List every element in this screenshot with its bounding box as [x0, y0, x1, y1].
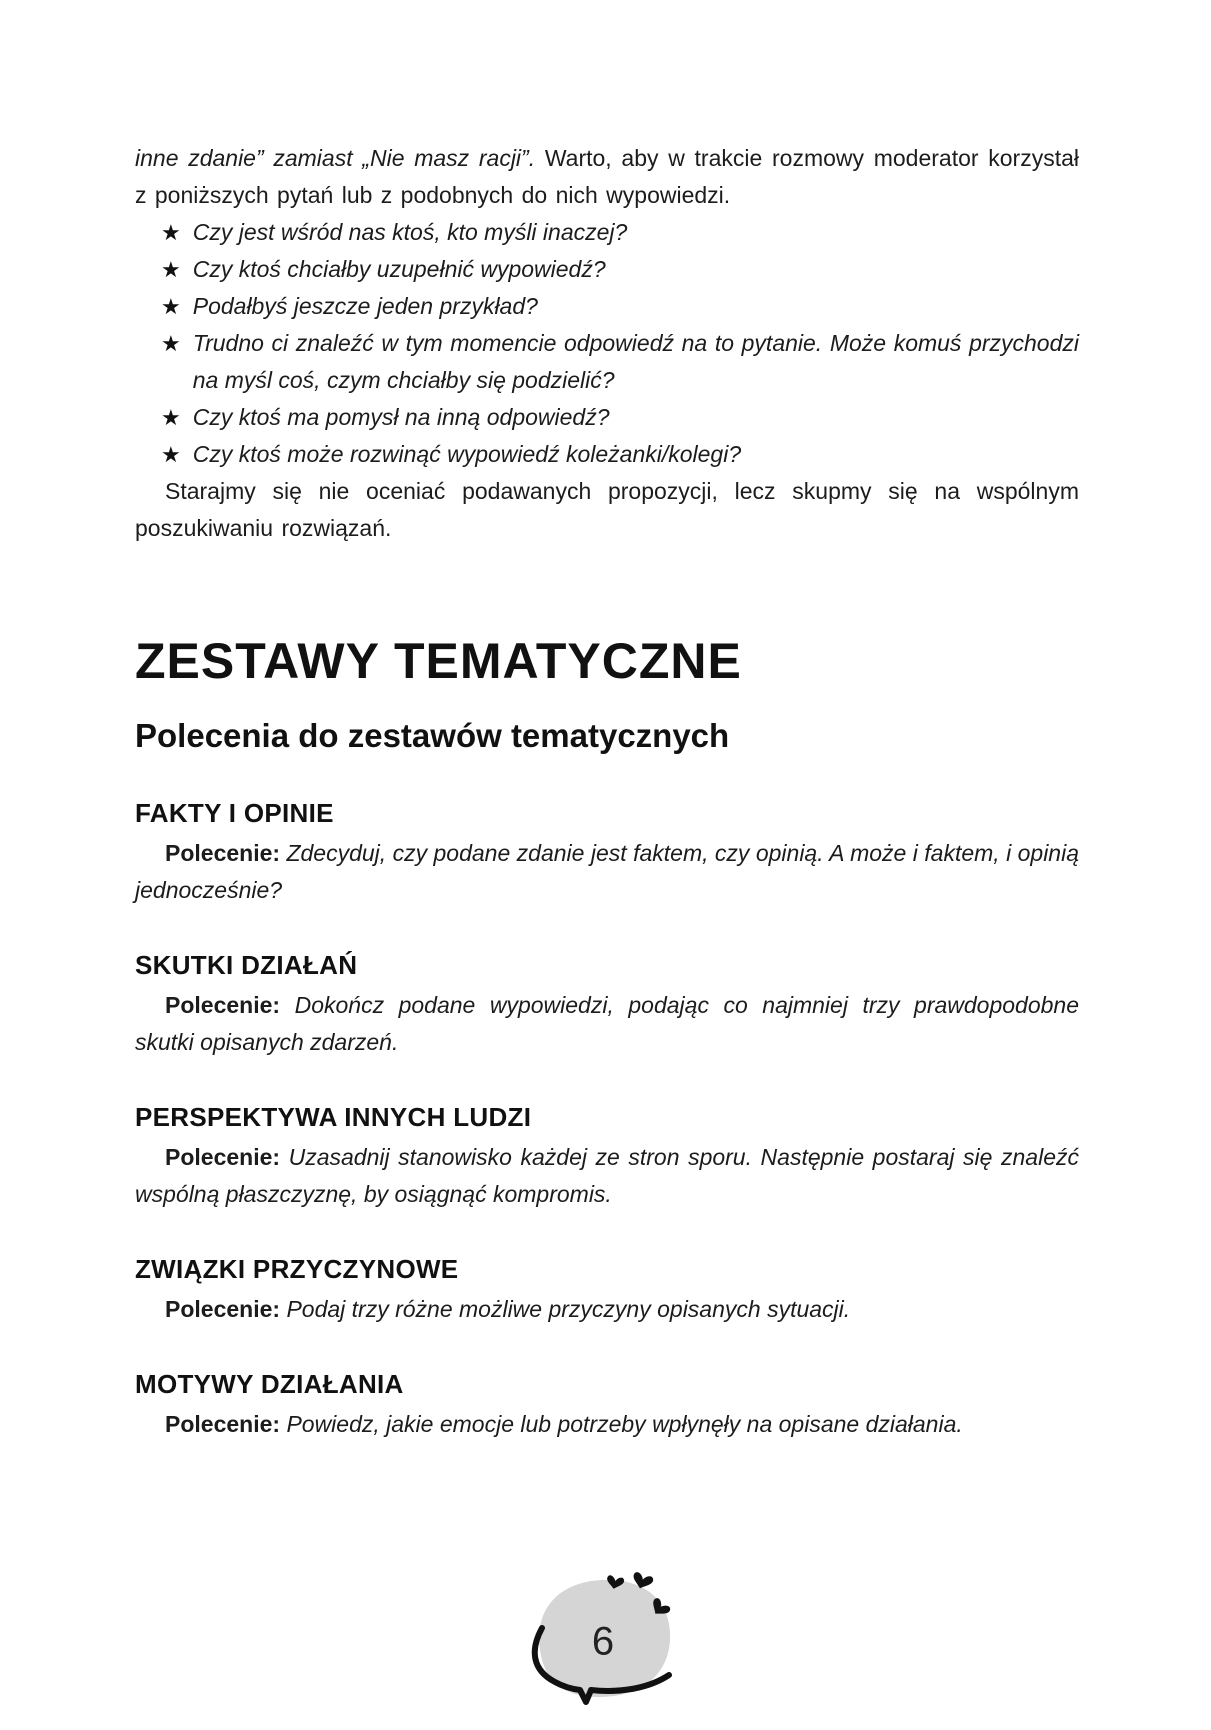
star-bullet-icon: ★: [161, 331, 181, 356]
star-bullet-icon: ★: [161, 294, 181, 319]
topic-section-skutki-dzialan: [135, 949, 1079, 1061]
topic-section-fakty-i-opinie: [135, 797, 1079, 909]
page-content: [135, 140, 1079, 1443]
page-subtitle: Polecenia do zestawów tematycznych: [135, 717, 730, 754]
section-title: ZWIĄZKI PRZYCZYNOWE: [135, 1254, 459, 1284]
intro-regular-text: Warto, aby w trakcie rozmowy moderator korzystał z poniższych pytań lub z podobnych do nich wypowiedzi.: [135, 145, 1080, 208]
page-footer: [470, 1490, 730, 1730]
list-item: [135, 325, 1079, 399]
section-instruction: [135, 987, 1079, 1061]
instruction-label: Polecenie:: [165, 1296, 281, 1322]
list-item: [135, 399, 1079, 436]
closing-paragraph: Starajmy się nie oceniać podawanych propozycji, lecz skupmy się na wspólnym poszukiwaniu rozwiązań.: [135, 478, 1079, 541]
section-instruction: [135, 1406, 1079, 1443]
list-item: [135, 214, 1079, 251]
question-text: Czy ktoś może rozwinąć wypowiedź koleżanki/kolegi?: [192, 441, 742, 467]
section-instruction: [135, 1139, 1079, 1213]
instruction-text: Powiedz, jakie emocje lub potrzeby wpłynęły na opisane działania.: [286, 1411, 963, 1437]
section-title: MOTYWY DZIAŁANIA: [135, 1369, 404, 1399]
intro-paragraph: [135, 140, 1079, 214]
section-title: SKUTKI DZIAŁAŃ: [135, 950, 358, 980]
moderator-questions-list: [135, 214, 1079, 473]
star-bullet-icon: ★: [161, 442, 181, 467]
intro-italic-quote: inne zdanie” zamiast „Nie masz racji”.: [135, 145, 536, 171]
section-instruction: [135, 1291, 1079, 1328]
page-number-decoration: [470, 1490, 730, 1730]
page-title: ZESTAWY TEMATYCZNE: [135, 633, 742, 689]
question-text: Czy jest wśród nas ktoś, kto myśli inaczej?: [192, 219, 628, 245]
instruction-label: Polecenie:: [165, 1411, 281, 1437]
topic-section-perspektywa-innych-ludzi: [135, 1101, 1079, 1213]
star-bullet-icon: ★: [161, 220, 181, 245]
page-number: 6: [591, 1619, 615, 1664]
instruction-label: Polecenie:: [165, 992, 281, 1018]
list-item: [135, 436, 1079, 473]
instruction-text: Uzasadnij stanowisko każdej ze stron sporu. Następnie postaraj się znaleźć wspólną płaszczyznę, by osiągnąć kompromis.: [135, 1144, 1079, 1207]
topic-section-zwiazki-przyczynowe: [135, 1253, 1079, 1328]
list-item: [135, 251, 1079, 288]
section-title: FAKTY I OPINIE: [135, 798, 334, 828]
section-title: PERSPEKTYWA INNYCH LUDZI: [135, 1102, 532, 1132]
section-instruction: [135, 835, 1079, 909]
instruction-text: Dokończ podane wypowiedzi, podając co najmniej trzy prawdopodobne skutki opisanych zdarzeń.: [135, 992, 1080, 1055]
instruction-text: Podaj trzy różne możliwe przyczyny opisanych sytuacji.: [286, 1296, 851, 1322]
star-bullet-icon: ★: [161, 405, 181, 430]
instruction-label: Polecenie:: [165, 1144, 281, 1170]
question-text: Czy ktoś chciałby uzupełnić wypowiedź?: [192, 256, 606, 282]
list-item: [135, 288, 1079, 325]
star-bullet-icon: ★: [161, 257, 181, 282]
question-text: Trudno ci znaleźć w tym momencie odpowiedź na to pytanie. Może komuś przychodzi na myśl coś, czym chciałby się podzielić?: [192, 330, 1079, 393]
instruction-text: Zdecyduj, czy podane zdanie jest faktem, czy opinią. A może i faktem, i opinią jednocześnie?: [135, 840, 1080, 903]
instruction-label: Polecenie:: [165, 840, 281, 866]
question-text: Czy ktoś ma pomysł na inną odpowiedź?: [192, 404, 610, 430]
topic-section-motywy-dzialania: [135, 1368, 1079, 1443]
question-text: Podałbyś jeszcze jeden przykład?: [192, 293, 538, 319]
